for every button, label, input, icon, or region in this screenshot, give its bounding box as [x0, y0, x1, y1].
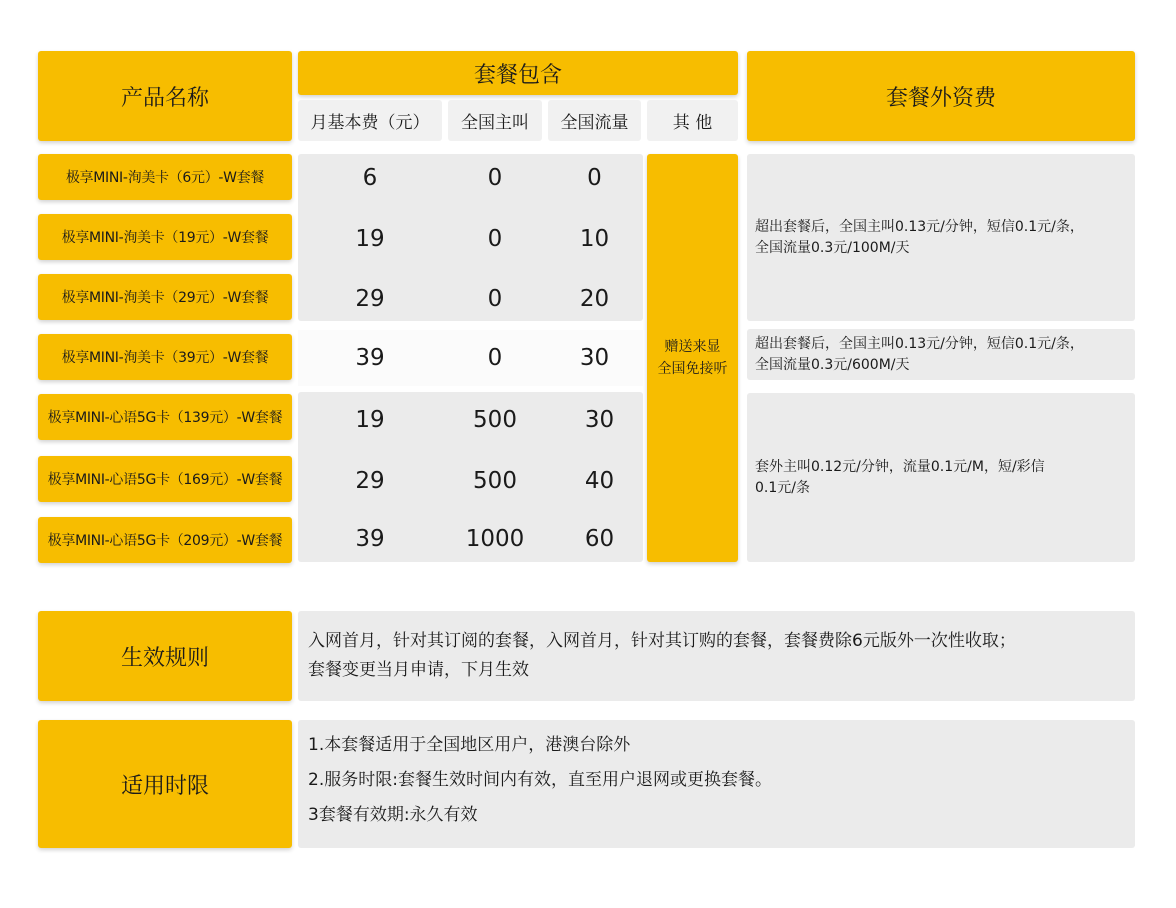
product-name: 极享MINI-洵美卡（39元）-W套餐: [61, 350, 269, 366]
effective-rules-label-text: 生效规则: [120, 645, 209, 671]
overage-line: 全国流量0.3元/100M/天: [755, 239, 910, 256]
validity-label: [38, 720, 292, 848]
validity-content: [298, 720, 1135, 848]
calls-cell: 0: [487, 165, 503, 191]
overage-group-2: [747, 329, 1135, 380]
product-row-4: [38, 334, 292, 380]
product-row-6: [38, 456, 292, 502]
other-header-label: 其 他: [672, 113, 713, 133]
overage-line: 超出套餐后，全国主叫0.13元/分钟，短信0.1元/条，: [755, 218, 1084, 235]
overage-line: 超出套餐后，全国主叫0.13元/分钟，短信0.1元/条，: [755, 335, 1084, 352]
other-benefit-cell: [647, 154, 738, 562]
calls-cell: 500: [473, 468, 517, 494]
product-row-7: [38, 517, 292, 563]
national-calls-header: [448, 100, 542, 141]
monthly-fee-cell: 19: [355, 226, 385, 252]
product-row-5: [38, 394, 292, 440]
overage-line: 0.1元/条: [755, 479, 810, 496]
data-cell: 60: [584, 526, 615, 552]
calls-cell: 0: [487, 286, 503, 312]
monthly-fee-header-label: 月基本费（元）: [310, 113, 430, 133]
overage-group-3: [747, 393, 1135, 562]
product-name: 极享MINI-心语5G卡（139元）-W套餐: [47, 410, 283, 426]
validity-item: 2.服务时限:套餐生效时间内有效，直至用户退网或更换套餐。: [308, 770, 772, 790]
data-cell: 20: [579, 286, 610, 312]
other-benefit-line: 全国免接听: [657, 361, 728, 377]
package-includes-header-label: 套餐包含: [473, 62, 562, 88]
product-name: 极享MINI-心语5G卡（209元）-W套餐: [47, 533, 283, 549]
monthly-fee-cell: 19: [355, 407, 385, 433]
validity-item: 3套餐有效期:永久有效: [308, 805, 478, 825]
product-name: 极享MINI-洵美卡（29元）-W套餐: [61, 290, 269, 306]
effective-rules-label: [38, 611, 292, 701]
overage-header: [747, 51, 1135, 141]
overage-group-1: [747, 154, 1135, 321]
monthly-fee-cell: 39: [355, 526, 385, 552]
monthly-fee-header: [298, 100, 442, 141]
national-calls-header-label: 全国主叫: [461, 113, 529, 133]
national-data-header-label: 全国流量: [560, 113, 629, 133]
validity-label-text: 适用时限: [120, 773, 209, 799]
validity-item: 1.本套餐适用于全国地区用户，港澳台除外: [308, 735, 631, 755]
effective-rules-line: 入网首月，针对其订阅的套餐，入网首月，针对其订购的套餐，套餐费除6元版外一次性收取；: [308, 631, 1016, 651]
data-cell: 0: [587, 165, 602, 191]
effective-rules-line: 套餐变更当月申请，下月生效: [308, 660, 529, 680]
calls-cell: 0: [487, 226, 503, 252]
data-cell: 40: [584, 468, 615, 494]
product-name-header-label: 产品名称: [120, 85, 209, 111]
monthly-fee-cell: 39: [355, 345, 385, 371]
other-benefit-line: 赠送来显: [664, 339, 721, 355]
overage-header-label: 套餐外资费: [885, 85, 996, 111]
data-cell: 30: [584, 407, 615, 433]
other-header: [647, 100, 738, 141]
package-includes-header: [298, 51, 738, 95]
product-row-1: [38, 154, 292, 200]
product-name: 极享MINI-洵美卡（19元）-W套餐: [61, 230, 269, 246]
data-cell: 30: [579, 345, 610, 371]
product-row-3: [38, 274, 292, 320]
overage-line: 全国流量0.3元/600M/天: [755, 356, 910, 373]
calls-cell: 500: [473, 407, 517, 433]
monthly-fee-cell: 6: [362, 165, 378, 191]
calls-cell: 1000: [465, 526, 525, 552]
product-name-header: [38, 51, 292, 141]
effective-rules-content: [298, 611, 1135, 701]
product-row-2: [38, 214, 292, 260]
monthly-fee-cell: 29: [355, 286, 385, 312]
monthly-fee-cell: 29: [355, 468, 385, 494]
national-data-header: [548, 100, 641, 141]
overage-line: 套外主叫0.12元/分钟，流量0.1元/M，短/彩信: [755, 458, 1045, 475]
product-name: 极享MINI-洵美卡（6元）-W套餐: [65, 170, 265, 186]
calls-cell: 0: [487, 345, 503, 371]
product-name: 极享MINI-心语5G卡（169元）-W套餐: [47, 472, 283, 488]
data-cell: 10: [579, 226, 610, 252]
